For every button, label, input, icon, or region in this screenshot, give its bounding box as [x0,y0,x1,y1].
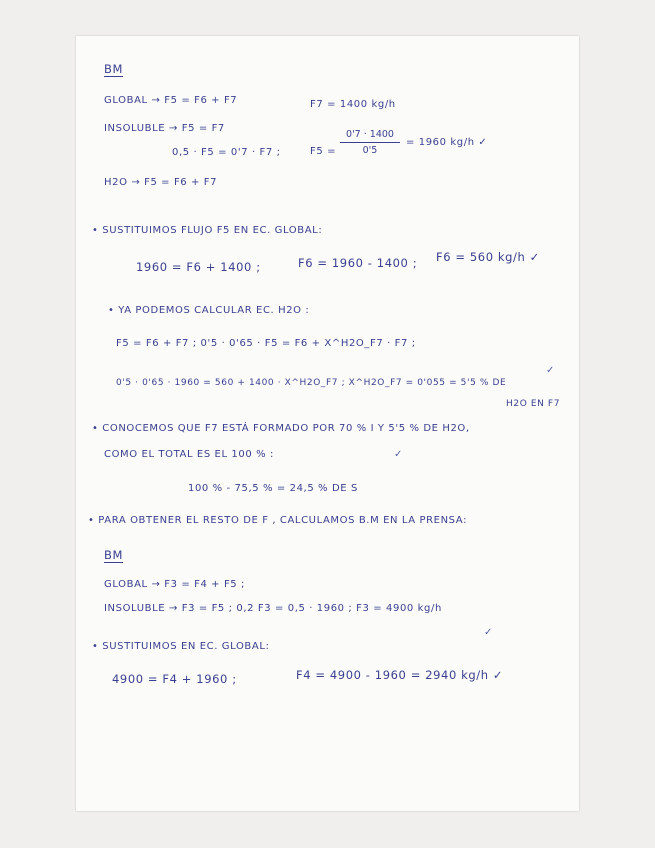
notebook-page [76,36,579,811]
f5-lhs: F5 = [310,146,337,157]
global-balance-line: GLOBAL → F5 = F6 + F7 [104,95,238,106]
insoluble-balance-line: INSOLUBLE → F5 = F7 [104,123,225,134]
insoluble-balance-line-2: INSOLUBLE → F3 = F5 ; 0,2 F3 = 0,5 · 1960 ; F3 = 4900 kg/h [104,603,442,614]
composition-note: • CONOCEMOS QUE F7 ESTÁ FORMADO POR 70 % I Y 5'5 % DE H2O, [92,423,470,434]
check-mark-1: ✓ [546,365,555,376]
water-equation-general: F5 = F6 + F7 ; 0'5 · 0'65 · F5 = F6 + X^H2O_F7 · F7 ; [116,338,416,349]
press-balance-note: • PARA OBTENER EL RESTO DE F , CALCULAMOS B.M EN LA PRENSA: [88,515,468,526]
water-fraction-label: H2O EN F7 [506,399,561,409]
f7-value: F7 = 1400 kg/h [310,99,396,110]
water-equation-numeric: 0'5 · 0'65 · 1960 = 560 + 1400 · X^H2O_F7 ; X^H2O_F7 = 0'055 = 5'5 % DE [116,378,507,388]
total-note: COMO EL TOTAL ES EL 100 % : [104,449,274,460]
equation-f6-1: F6 = 1960 - 1400 ; [298,256,418,270]
final-f4-result: F4 = 4900 - 1960 = 2940 kg/h ✓ [296,668,504,682]
water-balance-line: H2O → F5 = F6 + F7 [104,177,218,188]
substitution-note-2: • SUSTITUIMOS EN EC. GLOBAL: [92,641,270,652]
final-global-equation: 4900 = F4 + 1960 ; [112,672,237,686]
f5-fraction [340,129,400,156]
global-balance-line-2: GLOBAL → F3 = F4 + F5 ; [104,579,246,590]
heading-bm-2: BM [104,548,124,562]
heading-bm: BM [104,62,124,76]
check-mark-2: ✓ [394,449,403,460]
equation-global-1: 1960 = F6 + 1400 ; [136,260,261,274]
f5-denominator: 0'5 [362,145,378,156]
equation-f6-result: F6 = 560 kg/h ✓ [436,250,540,264]
f5-result: = 1960 kg/h ✓ [406,137,488,148]
check-mark-3: ✓ [484,627,493,638]
insoluble-relation: 0,5 · F5 = 0'7 · F7 ; [172,147,281,158]
f5-numerator: 0'7 · 1400 [346,129,394,140]
solids-percentage: 100 % - 75,5 % = 24,5 % DE S [188,483,358,494]
substitution-note-1: • SUSTITUIMOS FLUJO F5 EN EC. GLOBAL: [92,225,323,236]
water-calc-note: • YA PODEMOS CALCULAR EC. H2O : [108,305,310,316]
